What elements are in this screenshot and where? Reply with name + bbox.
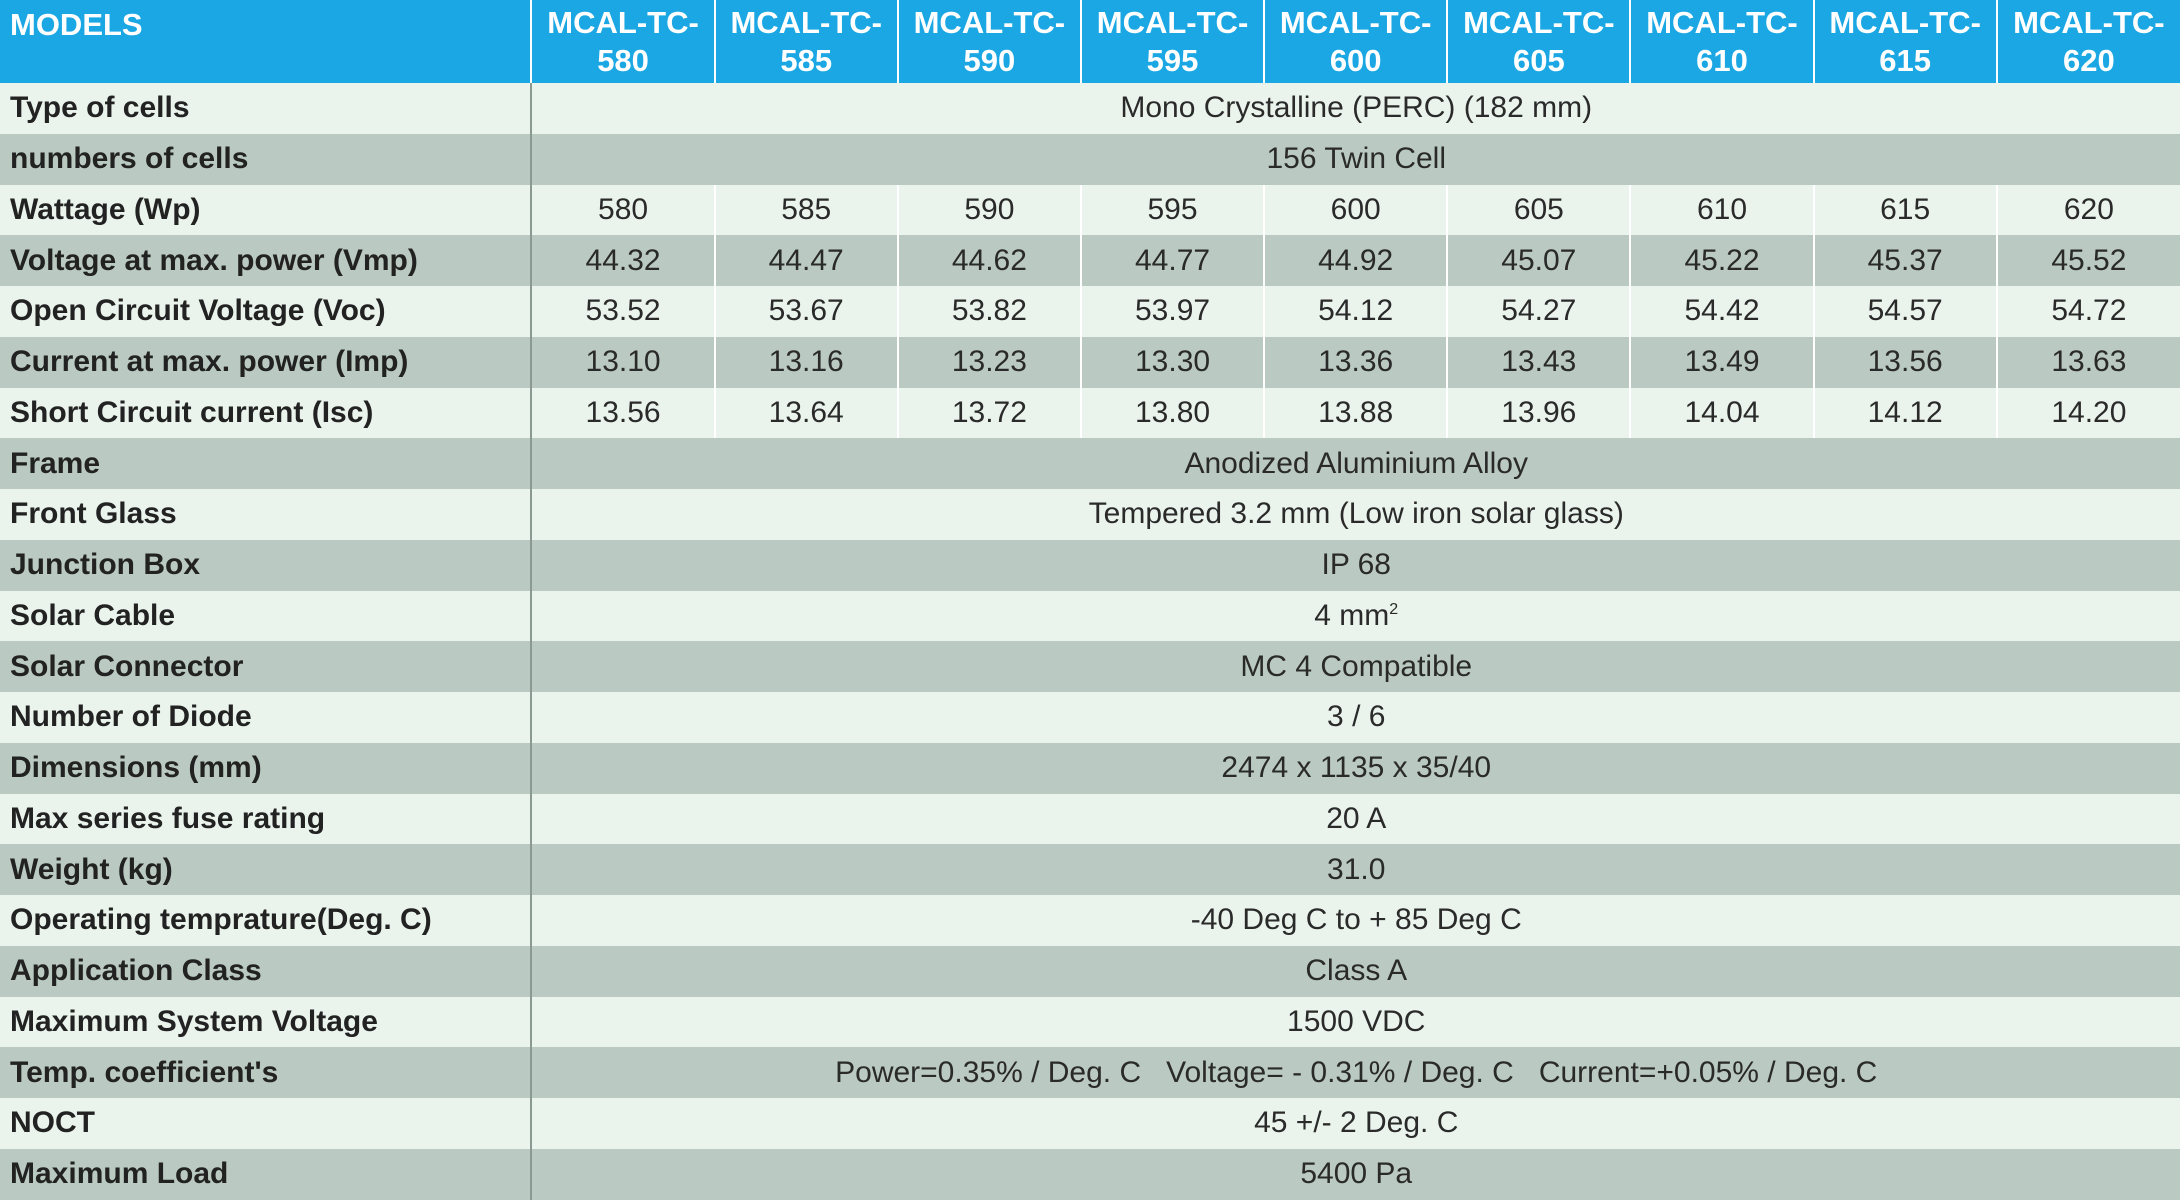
model-header (1997, 0, 2180, 83)
spec-row (0, 489, 2180, 540)
spec-label: Dimensions (mm) (0, 743, 531, 794)
spec-value (531, 946, 2180, 997)
spec-value-text: -40 Deg C to + 85 Deg C (1190, 903, 1522, 937)
model-prefix: MCAL-TC- (1646, 4, 1798, 40)
spec-value (531, 540, 2180, 591)
spec-row (0, 1047, 2180, 1098)
spec-value: 54.57 (1814, 286, 1997, 337)
model-prefix: MCAL-TC- (730, 4, 882, 40)
spec-value-text: 4 mm (1314, 598, 1390, 632)
spec-value: 54.42 (1630, 286, 1813, 337)
spec-value: 53.82 (898, 286, 1081, 337)
spec-label: Max series fuse rating (0, 794, 531, 845)
spec-value-text: Anodized Aluminium Alloy (1184, 446, 1528, 480)
spec-row (0, 388, 2180, 439)
spec-label: Operating temprature(Deg. C) (0, 895, 531, 946)
model-number: 590 (963, 42, 1016, 78)
spec-label: Weight (kg) (0, 844, 531, 895)
spec-value: 13.80 (1081, 388, 1264, 439)
spec-value: 13.16 (715, 337, 898, 388)
model-number: 620 (2063, 42, 2115, 78)
spec-label: Maximum System Voltage (0, 997, 531, 1048)
spec-value (531, 794, 2180, 845)
spec-value (531, 134, 2180, 185)
spec-value: 620 (1997, 185, 2180, 236)
spec-label: Open Circuit Voltage (Voc) (0, 286, 531, 337)
models-header: MODELS (0, 0, 531, 83)
model-prefix: MCAL-TC- (1279, 4, 1432, 40)
spec-value: 13.56 (531, 388, 714, 439)
spec-value: 13.49 (1630, 337, 1813, 388)
spec-value: 13.36 (1264, 337, 1447, 388)
spec-value: 53.52 (531, 286, 714, 337)
spec-value: 54.27 (1447, 286, 1630, 337)
spec-label: Maximum Load (0, 1149, 531, 1200)
model-number: 580 (597, 42, 649, 78)
spec-label: Wattage (Wp) (0, 185, 531, 236)
spec-row (0, 185, 2180, 236)
spec-value (531, 83, 2180, 134)
model-header (898, 0, 1081, 83)
model-number: 615 (1879, 42, 1932, 78)
spec-value: 13.64 (715, 388, 898, 439)
spec-value: 44.47 (715, 235, 898, 286)
spec-label: Solar Connector (0, 641, 531, 692)
spec-value: 600 (1264, 185, 1447, 236)
spec-row (0, 235, 2180, 286)
spec-row (0, 1098, 2180, 1149)
spec-row (0, 895, 2180, 946)
spec-value: 615 (1814, 185, 1997, 236)
spec-row (0, 438, 2180, 489)
spec-row (0, 286, 2180, 337)
table-header-row (0, 0, 2180, 83)
spec-value-text: Class A (1305, 954, 1408, 988)
spec-value: 610 (1630, 185, 1813, 236)
spec-label: Type of cells (0, 83, 531, 134)
spec-value: 45.52 (1997, 235, 2180, 286)
spec-value: 13.23 (898, 337, 1081, 388)
model-number: 585 (780, 42, 833, 78)
spec-value-text: Power=0.35% / Deg. C Voltage= - 0.31% / Deg. C Current=+0.05% / Deg. C (835, 1055, 1878, 1089)
spec-value: 54.72 (1997, 286, 2180, 337)
spec-value (531, 438, 2180, 489)
model-header (1447, 0, 1630, 83)
spec-value: 45.22 (1630, 235, 1813, 286)
spec-value (531, 844, 2180, 895)
spec-row (0, 591, 2180, 642)
spec-row (0, 743, 2180, 794)
model-prefix: MCAL-TC- (547, 4, 699, 40)
spec-label: NOCT (0, 1098, 531, 1149)
model-header (715, 0, 898, 83)
spec-label: Frame (0, 438, 531, 489)
model-prefix: MCAL-TC- (1463, 4, 1615, 40)
spec-value: 14.20 (1997, 388, 2180, 439)
spec-value-text: 1500 VDC (1287, 1004, 1426, 1038)
spec-label: Current at max. power (Imp) (0, 337, 531, 388)
spec-value-text: 31.0 (1327, 852, 1386, 886)
spec-value-text: IP 68 (1321, 548, 1391, 582)
model-header (1814, 0, 1997, 83)
spec-value: 580 (531, 185, 714, 236)
model-number: 600 (1329, 42, 1382, 78)
spec-row (0, 1149, 2180, 1200)
spec-value (531, 489, 2180, 540)
spec-row (0, 134, 2180, 185)
model-header (1081, 0, 1264, 83)
spec-value (531, 1098, 2180, 1149)
spec-value: 13.63 (1997, 337, 2180, 388)
spec-value: 595 (1081, 185, 1264, 236)
model-number: 595 (1146, 42, 1199, 78)
spec-label: Junction Box (0, 540, 531, 591)
spec-value: 585 (715, 185, 898, 236)
spec-row (0, 540, 2180, 591)
spec-row (0, 794, 2180, 845)
spec-value: 53.67 (715, 286, 898, 337)
model-header (1630, 0, 1813, 83)
spec-value: 44.62 (898, 235, 1081, 286)
spec-value-text: 3 / 6 (1327, 700, 1386, 734)
spec-value: 590 (898, 185, 1081, 236)
spec-row (0, 692, 2180, 743)
spec-value-text: 20 A (1326, 801, 1387, 835)
spec-label: Short Circuit current (Isc) (0, 388, 531, 439)
spec-row (0, 844, 2180, 895)
spec-value: 44.77 (1081, 235, 1264, 286)
spec-value (531, 895, 2180, 946)
spec-value-text: Mono Crystalline (PERC) (182 mm) (1120, 91, 1593, 125)
spec-label: Application Class (0, 946, 531, 997)
model-header (1264, 0, 1447, 83)
spec-value: 45.37 (1814, 235, 1997, 286)
spec-value (531, 997, 2180, 1048)
spec-value: 53.97 (1081, 286, 1264, 337)
model-prefix: MCAL-TC- (1829, 4, 1981, 40)
spec-value-text: 5400 Pa (1300, 1157, 1413, 1191)
spec-value-text: 156 Twin Cell (1266, 142, 1447, 176)
spec-value (531, 1047, 2180, 1098)
model-number: 610 (1696, 42, 1748, 78)
spec-value (531, 591, 2180, 642)
spec-value: 13.10 (531, 337, 714, 388)
spec-value: 54.12 (1264, 286, 1447, 337)
spec-value (531, 641, 2180, 692)
spec-value-text: 2474 x 1135 x 35/40 (1221, 751, 1492, 785)
spec-value: 45.07 (1447, 235, 1630, 286)
spec-label: Voltage at max. power (Vmp) (0, 235, 531, 286)
spec-value: 44.92 (1264, 235, 1447, 286)
spec-value: 13.72 (898, 388, 1081, 439)
spec-value: 14.04 (1630, 388, 1813, 439)
spec-row (0, 946, 2180, 997)
spec-value-text: MC 4 Compatible (1240, 649, 1473, 683)
spec-label: Number of Diode (0, 692, 531, 743)
spec-row (0, 997, 2180, 1048)
spec-value (531, 1149, 2180, 1200)
spec-value (531, 692, 2180, 743)
model-number: 605 (1512, 42, 1565, 78)
model-header (531, 0, 714, 83)
spec-label: Solar Cable (0, 591, 531, 642)
model-prefix: MCAL-TC- (1096, 4, 1249, 40)
spec-value: 13.30 (1081, 337, 1264, 388)
spec-value: 44.32 (531, 235, 714, 286)
spec-value: 13.56 (1814, 337, 1997, 388)
spec-value-text: 45 +/- 2 Deg. C (1254, 1106, 1459, 1140)
spec-value (531, 743, 2180, 794)
spec-value: 13.96 (1447, 388, 1630, 439)
spec-value: 13.88 (1264, 388, 1447, 439)
spec-row (0, 337, 2180, 388)
spec-value-text: Tempered 3.2 mm (Low iron solar glass) (1088, 497, 1624, 531)
spec-label: numbers of cells (0, 134, 531, 185)
spec-row (0, 83, 2180, 134)
superscript: 2 (1389, 600, 1399, 618)
spec-value: 13.43 (1447, 337, 1630, 388)
spec-value: 605 (1447, 185, 1630, 236)
spec-value: 14.12 (1814, 388, 1997, 439)
spec-row (0, 641, 2180, 692)
spec-label: Temp. coefficient's (0, 1047, 531, 1098)
spec-label: Front Glass (0, 489, 531, 540)
model-prefix: MCAL-TC- (2013, 4, 2165, 40)
model-prefix: MCAL-TC- (913, 4, 1066, 40)
